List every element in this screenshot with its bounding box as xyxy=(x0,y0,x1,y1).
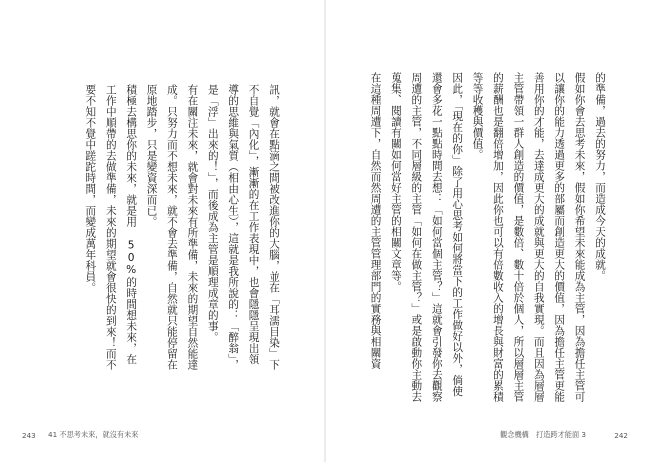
left-page xyxy=(0,0,324,462)
left-page-body: 訊，就會在點滴之間被改進你的大腦，並在「耳濡目染」下不自覺「內化」，漸漸的在工作表現中，也會隱隱呈現出領導的思維與氣質（相由心生），這就是我所說的：「醉翁」，是「浮」出來的！」，而後成為主管是順理成章的事。 有在關注未來，就會對未來有所準備，未來的期望自然能達成。只努力而不想未來，就不會去準備，自然就只能停留在原地踏步，只是變資深而已。 積極去構思你的未來，就是用 50%的時間想未來，在工作中順帶的去做準備，未來的期望就會很快的到來！而不要不知不覺中蹉跎時間，而變成萬年科員。 xyxy=(84,84,280,371)
left-running-head: 41 不思考未來，就沒有未來 xyxy=(48,430,139,439)
right-page-number: 242 xyxy=(614,431,628,440)
right-page xyxy=(326,0,650,462)
left-page-number: 243 xyxy=(22,431,36,440)
right-page-body: 的準備，過去的努力，而造成今天的成就。 假如你會去思考未來，假如你希望未來能成為主管，因為擔任主管可以讓你的能力透過更多的部屬而創造更大的價值，因為擔任主管更能善用你的才能，去達成更大的成就與更大的自我實現。而且因為層層主管帶領一群人創造的價值，是數倍、數十倍於個人，所以層層主管的薪酬也是翻倍增加，因此你也可以有倍數收入的增長與財富的累積等等收穫與價值。 因此，「現在的你」除了用心思考如何將當下的工作做好以外，倘使還會多花一點點時間去想：「如何當個主管？」這就會引發你去觀察周遭的主管，不同層級的主管「如何在做主管？」或是啟動你主動去蒐集、閱讀有關如何當好主管的相關文章等。 在這種周遭下，自然而然周遭的主管管理部門的實務與相關資 xyxy=(369,72,606,402)
right-running-head: 觀念機構 打造跨才能面 3 xyxy=(500,430,586,439)
